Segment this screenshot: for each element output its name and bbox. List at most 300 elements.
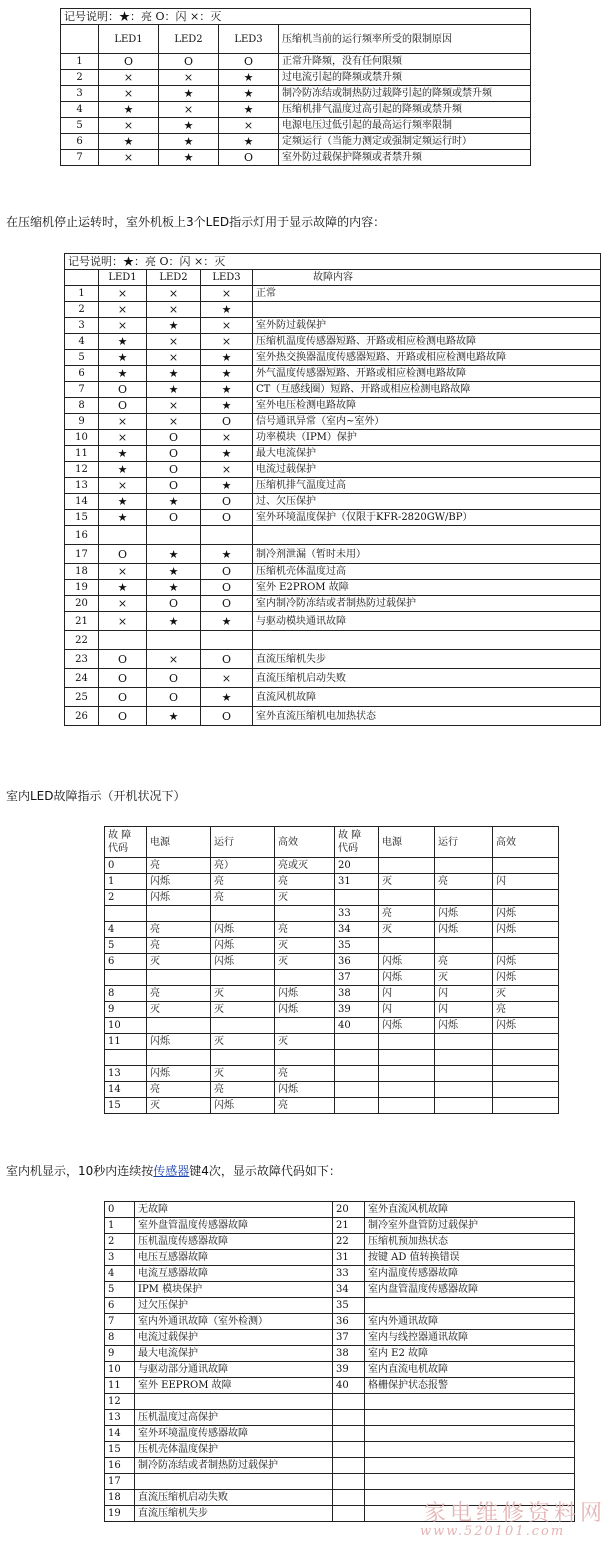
led-state: × <box>147 414 201 430</box>
efficiency-led <box>493 938 559 954</box>
run-led <box>435 938 493 954</box>
led-state <box>201 631 253 650</box>
table-row <box>65 612 601 631</box>
led-state: O <box>147 462 201 478</box>
led-state: O <box>147 510 201 526</box>
run-led <box>211 906 275 922</box>
led-state: O <box>201 510 253 526</box>
power-led <box>147 970 211 986</box>
row-number: 11 <box>65 446 99 462</box>
fault-code: 5 <box>105 1282 135 1298</box>
led-state: × <box>147 398 201 414</box>
frequency-limit-table <box>60 8 531 166</box>
led-state: O <box>147 430 201 446</box>
led-state: × <box>201 669 253 688</box>
row-number: 13 <box>65 478 99 494</box>
run-led: 闪烁 <box>435 922 493 938</box>
fault-code: 5 <box>105 938 147 954</box>
fault-description: 室内制冷防冻结或者制热防过载保护 <box>253 596 601 612</box>
fault-description: 与驱动模块通讯故障 <box>253 612 601 631</box>
fault-code <box>333 1442 365 1458</box>
efficiency-led <box>493 1050 559 1066</box>
efficiency-led: 灭 <box>275 890 335 906</box>
row-number: 12 <box>65 462 99 478</box>
fault-code: 38 <box>335 986 379 1002</box>
limit-reason: 压缩机排气温度过高引起的降频或禁升频 <box>279 102 531 118</box>
efficiency-led <box>493 1098 559 1114</box>
led-state: O <box>201 650 253 669</box>
fault-code: 36 <box>333 1314 365 1330</box>
fault-code <box>333 1474 365 1490</box>
table-row <box>65 366 601 382</box>
fault-description: 室内外通讯故障（室外检测） <box>135 1314 333 1330</box>
table-row <box>105 890 559 906</box>
header-row <box>61 25 531 54</box>
row-number: 18 <box>65 564 99 580</box>
power-led: 灭 <box>147 1002 211 1018</box>
led-state: × <box>99 318 147 334</box>
power-led <box>379 938 435 954</box>
power-led: 闪烁 <box>379 970 435 986</box>
fault-description: 室外盘管温度传感器故障 <box>135 1218 333 1234</box>
table-row <box>65 318 601 334</box>
led-state: ★ <box>147 366 201 382</box>
row-number: 4 <box>61 102 99 118</box>
fault-code <box>335 1066 379 1082</box>
table-row <box>65 580 601 596</box>
led-state: ★ <box>99 366 147 382</box>
power-led: 灭 <box>147 1098 211 1114</box>
efficiency-led: 闪烁 <box>275 986 335 1002</box>
row-number: 15 <box>65 510 99 526</box>
fault-code: 9 <box>105 1346 135 1362</box>
led-state <box>147 526 201 545</box>
fault-description: 直流压缩机失步 <box>253 650 601 669</box>
fault-description: 电流过载保护 <box>253 462 601 478</box>
led-state: O <box>219 150 279 166</box>
run-led <box>435 1082 493 1098</box>
efficiency-led <box>493 1034 559 1050</box>
fault-description: 制冷防冻结或者制热防过载保护 <box>135 1458 333 1474</box>
header-cell: 压缩机当前的运行频率所受的限制原因 <box>279 25 531 54</box>
run-led: 亮 <box>435 874 493 890</box>
fault-description: 压机温度传感器故障 <box>135 1234 333 1250</box>
run-led: 闪 <box>435 1002 493 1018</box>
led-state: × <box>99 612 147 631</box>
led-state: O <box>147 688 201 707</box>
fault-description <box>365 1458 575 1474</box>
power-led: 闪烁 <box>379 1018 435 1034</box>
run-led: 亮 <box>211 1082 275 1098</box>
power-led <box>379 1082 435 1098</box>
table-row <box>61 86 531 102</box>
led-state: × <box>201 430 253 446</box>
row-number: 24 <box>65 669 99 688</box>
led-state: ★ <box>159 150 219 166</box>
efficiency-led <box>275 1018 335 1034</box>
fault-code: 8 <box>105 1330 135 1346</box>
fault-code: 21 <box>333 1218 365 1234</box>
table-row <box>65 650 601 669</box>
row-number: 1 <box>61 54 99 70</box>
fault-code: 37 <box>333 1330 365 1346</box>
fault-code: 4 <box>105 1266 135 1282</box>
fault-description: 外气温度传感器短路、开路或相应检测电路故障 <box>253 366 601 382</box>
fault-code: 34 <box>335 922 379 938</box>
indoor-fault-code-table <box>104 1201 575 1522</box>
row-number: 7 <box>61 150 99 166</box>
fault-description <box>253 302 601 318</box>
fault-description: 室内 E2 故障 <box>365 1346 575 1362</box>
fault-description <box>365 1442 575 1458</box>
table-row <box>105 1098 559 1114</box>
watermark-url: www.520101.com <box>420 1524 566 1539</box>
table-row <box>105 1458 575 1474</box>
table-row <box>105 858 559 874</box>
table-row <box>65 494 601 510</box>
indoor-led-table <box>104 826 559 1114</box>
power-led: 灭 <box>147 954 211 970</box>
efficiency-led: 闪烁 <box>275 1082 335 1098</box>
fault-description <box>365 1474 575 1490</box>
efficiency-led: 灭 <box>275 938 335 954</box>
run-led <box>435 1066 493 1082</box>
table-row <box>65 526 601 545</box>
led-state: ★ <box>99 462 147 478</box>
led-state: ★ <box>147 494 201 510</box>
header-cell: LED2 <box>147 270 201 286</box>
fault-description <box>253 526 601 545</box>
row-number: 5 <box>61 118 99 134</box>
led-state: × <box>99 478 147 494</box>
caption-indoor-display <box>6 1162 341 1179</box>
efficiency-led: 亮 <box>493 1002 559 1018</box>
led-state: × <box>99 86 159 102</box>
caption-indoor-led: 室内LED故障指示（开机状况下） <box>6 789 186 803</box>
efficiency-led: 亮 <box>275 1098 335 1114</box>
fault-description: 直流压缩机失步 <box>135 1506 333 1522</box>
fault-code: 17 <box>105 1474 135 1490</box>
led-state: × <box>99 286 147 302</box>
power-led: 闪烁 <box>147 1066 211 1082</box>
fault-description: IPM 模块保护 <box>135 1282 333 1298</box>
caption-text-before: 室内机显示，10秒内连续按 <box>6 1164 154 1178</box>
fault-description: 信号通讯异常（室内~室外） <box>253 414 601 430</box>
fault-code: 20 <box>335 858 379 874</box>
fault-code: 2 <box>105 890 147 906</box>
row-number: 7 <box>65 382 99 398</box>
power-led <box>147 906 211 922</box>
row-number: 16 <box>65 526 99 545</box>
led-state: ★ <box>201 366 253 382</box>
fault-code: 35 <box>333 1298 365 1314</box>
fault-code: 13 <box>105 1066 147 1082</box>
row-number: 6 <box>65 366 99 382</box>
led-state: × <box>99 564 147 580</box>
fault-code: 31 <box>335 874 379 890</box>
power-led <box>379 858 435 874</box>
fault-code: 0 <box>105 858 147 874</box>
led-state: ★ <box>147 545 201 564</box>
header-cell: 电源 <box>379 827 435 858</box>
led-state: ★ <box>99 494 147 510</box>
led-state: O <box>201 707 253 726</box>
table-row <box>65 398 601 414</box>
run-led <box>435 890 493 906</box>
power-led: 闪烁 <box>147 890 211 906</box>
table-row <box>105 1018 559 1034</box>
fault-description: 功率模块（IPM）保护 <box>253 430 601 446</box>
limit-reason: 定频运行（当能力测定或强制定频运行时） <box>279 134 531 150</box>
watermark-title: 家电维修资料网 <box>424 1501 607 1526</box>
fault-description: 电流过载保护 <box>135 1330 333 1346</box>
header-cell: 运行 <box>435 827 493 858</box>
table-row <box>105 970 559 986</box>
fault-code: 6 <box>105 1298 135 1314</box>
led-state: ★ <box>99 350 147 366</box>
fault-description <box>365 1298 575 1314</box>
fault-description: 室外直流压缩机电加热状态 <box>253 707 601 726</box>
run-led: 闪 <box>435 986 493 1002</box>
table-row <box>105 1082 559 1098</box>
outdoor-fault-table <box>64 253 601 726</box>
table-row <box>105 1234 575 1250</box>
fault-description: 室内与线控器通讯故障 <box>365 1330 575 1346</box>
fault-code: 18 <box>105 1490 135 1506</box>
header-cell: 高效 <box>275 827 335 858</box>
fault-description: 按键 AD 值转换错误 <box>365 1250 575 1266</box>
fault-description: 电压互感器故障 <box>135 1250 333 1266</box>
fault-description: 过、欠压保护 <box>253 494 601 510</box>
led-state: ★ <box>219 70 279 86</box>
row-number: 14 <box>65 494 99 510</box>
fault-description: 最大电流保护 <box>253 446 601 462</box>
row-number: 21 <box>65 612 99 631</box>
led-state: O <box>99 707 147 726</box>
fault-description: 压缩机排气温度过高 <box>253 478 601 494</box>
led-state: ★ <box>147 382 201 398</box>
power-led: 闪烁 <box>147 1034 211 1050</box>
fault-description: 无故障 <box>135 1202 333 1218</box>
power-led: 闪烁 <box>379 954 435 970</box>
table-row <box>105 1202 575 1218</box>
fault-code <box>105 906 147 922</box>
power-led: 亮 <box>147 858 211 874</box>
row-number: 3 <box>61 86 99 102</box>
table-row <box>65 478 601 494</box>
fault-code: 11 <box>105 1378 135 1394</box>
legend-text: 记号说明：★：亮 O：闪 ×：灭 <box>61 9 531 25</box>
fault-description: 室外环境温度传感器故障 <box>135 1426 333 1442</box>
efficiency-led <box>493 1066 559 1082</box>
fault-code: 35 <box>335 938 379 954</box>
efficiency-led: 闪烁 <box>275 1002 335 1018</box>
table-row <box>65 286 601 302</box>
led-state <box>201 526 253 545</box>
led-state <box>99 631 147 650</box>
table-row <box>105 874 559 890</box>
fault-description: CT（互感线圈）短路、开路或相应检测电路故障 <box>253 382 601 398</box>
header-cell <box>65 270 99 286</box>
table-row <box>105 1314 575 1330</box>
fault-code: 3 <box>105 1250 135 1266</box>
fault-code: 31 <box>333 1250 365 1266</box>
led-state: ★ <box>219 102 279 118</box>
fault-description: 室外防过载保护 <box>253 318 601 334</box>
efficiency-led: 闪烁 <box>493 906 559 922</box>
fault-code: 39 <box>333 1362 365 1378</box>
fault-description: 压机温度过高保护 <box>135 1410 333 1426</box>
table-row <box>105 1378 575 1394</box>
table-row <box>65 688 601 707</box>
power-led <box>379 890 435 906</box>
efficiency-led: 亮 <box>275 1066 335 1082</box>
run-led <box>435 1034 493 1050</box>
row-number: 8 <box>65 398 99 414</box>
led-state: ★ <box>99 446 147 462</box>
table-row <box>105 1066 559 1082</box>
led-state: O <box>159 54 219 70</box>
led-state: ★ <box>147 707 201 726</box>
table-row <box>105 1218 575 1234</box>
fault-code: 37 <box>335 970 379 986</box>
led-state: O <box>147 596 201 612</box>
header-cell: 故障内容 <box>253 270 601 286</box>
fault-code: 1 <box>105 874 147 890</box>
table-row <box>61 150 531 166</box>
fault-description: 室外 E2PROM 故障 <box>253 580 601 596</box>
run-led: 闪烁 <box>211 922 275 938</box>
fault-code: 7 <box>105 1314 135 1330</box>
table-row <box>105 954 559 970</box>
row-number: 5 <box>65 350 99 366</box>
led-state: ★ <box>147 564 201 580</box>
fault-description: 压机壳体温度保护 <box>135 1442 333 1458</box>
fault-code <box>335 1034 379 1050</box>
fault-code <box>105 970 147 986</box>
led-state: × <box>201 334 253 350</box>
table-row <box>65 564 601 580</box>
fault-code: 6 <box>105 954 147 970</box>
header-cell: LED2 <box>159 25 219 54</box>
led-state: ★ <box>99 510 147 526</box>
fault-code: 36 <box>335 954 379 970</box>
led-state: × <box>147 650 201 669</box>
sensor-link[interactable]: 传感器 <box>153 1164 190 1178</box>
row-number: 3 <box>65 318 99 334</box>
run-led <box>435 1098 493 1114</box>
power-led <box>379 1066 435 1082</box>
limit-reason: 过电流引起的降频或禁升频 <box>279 70 531 86</box>
led-state: O <box>201 596 253 612</box>
fault-code: 34 <box>333 1282 365 1298</box>
table-row <box>105 1002 559 1018</box>
table-row <box>65 596 601 612</box>
led-state: × <box>219 118 279 134</box>
fault-code <box>333 1490 365 1506</box>
row-number: 26 <box>65 707 99 726</box>
run-led: 亮 <box>211 890 275 906</box>
table-row <box>65 446 601 462</box>
row-number: 1 <box>65 286 99 302</box>
led-state: × <box>99 414 147 430</box>
fault-code <box>335 1050 379 1066</box>
led-state: O <box>99 398 147 414</box>
efficiency-led <box>493 858 559 874</box>
run-led: 亮 <box>435 954 493 970</box>
fault-description: 室内直流电机故障 <box>365 1362 575 1378</box>
row-number: 10 <box>65 430 99 446</box>
fault-description <box>365 1426 575 1442</box>
led-state: × <box>99 302 147 318</box>
fault-code: 20 <box>333 1202 365 1218</box>
fault-code <box>335 1082 379 1098</box>
efficiency-led: 灭 <box>275 1034 335 1050</box>
row-number: 25 <box>65 688 99 707</box>
fault-description: 压缩机温度传感器短路、开路或相应检测电路故障 <box>253 334 601 350</box>
row-number: 22 <box>65 631 99 650</box>
efficiency-led <box>493 890 559 906</box>
table-row <box>65 669 601 688</box>
power-led: 亮 <box>147 986 211 1002</box>
fault-description: 压缩机壳体温度过高 <box>253 564 601 580</box>
efficiency-led <box>275 906 335 922</box>
limit-reason: 正常升降频，没有任何限频 <box>279 54 531 70</box>
caption-text-after: 键4次，显示故障代码如下： <box>189 1164 341 1178</box>
run-led <box>211 1018 275 1034</box>
led-state: ★ <box>219 86 279 102</box>
fault-code: 12 <box>105 1394 135 1410</box>
table-row <box>105 1282 575 1298</box>
led-state: ★ <box>99 334 147 350</box>
led-state: × <box>99 70 159 86</box>
led-state: ★ <box>201 478 253 494</box>
power-led <box>147 1018 211 1034</box>
fault-code <box>333 1426 365 1442</box>
efficiency-led: 亮 <box>275 922 335 938</box>
power-led <box>379 1050 435 1066</box>
led-state <box>99 526 147 545</box>
power-led <box>147 1050 211 1066</box>
power-led: 亮 <box>379 906 435 922</box>
led-state: × <box>99 118 159 134</box>
row-number: 19 <box>65 580 99 596</box>
header-cell: 故 障 代码 <box>105 827 147 858</box>
table-row <box>65 707 601 726</box>
run-led: 灭 <box>211 986 275 1002</box>
header-cell: LED3 <box>201 270 253 286</box>
led-state: O <box>201 494 253 510</box>
table-row <box>61 134 531 150</box>
efficiency-led: 亮 <box>275 874 335 890</box>
run-led: 灭 <box>211 1002 275 1018</box>
fault-code: 40 <box>335 1018 379 1034</box>
table-row <box>105 1474 575 1490</box>
led-state: × <box>159 102 219 118</box>
table-row <box>65 545 601 564</box>
table-row <box>61 102 531 118</box>
led-state: O <box>201 414 253 430</box>
led-state: ★ <box>159 134 219 150</box>
table-row <box>65 462 601 478</box>
row-number: 4 <box>65 334 99 350</box>
caption-outdoor-led: 在压缩机停止运转时，室外机板上3个LED指示灯用于显示故障的内容： <box>6 215 386 229</box>
fault-code: 15 <box>105 1442 135 1458</box>
efficiency-led <box>275 1050 335 1066</box>
fault-description: 过欠压保护 <box>135 1298 333 1314</box>
table-row <box>61 118 531 134</box>
led-state: ★ <box>159 86 219 102</box>
